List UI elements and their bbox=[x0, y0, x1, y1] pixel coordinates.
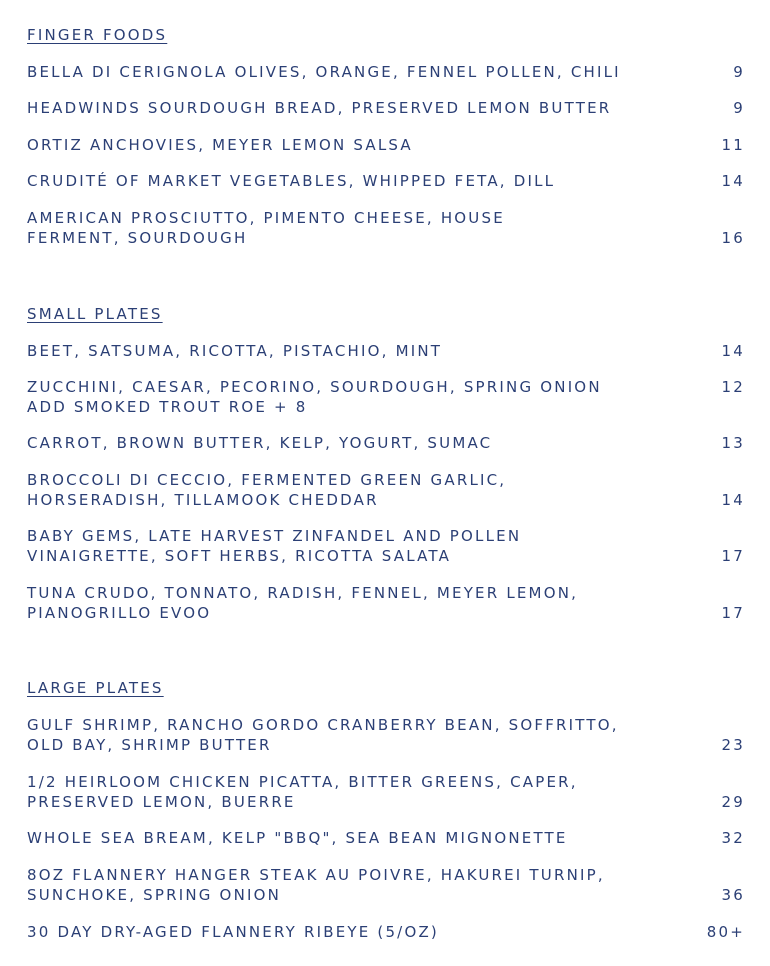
item-price: 12 bbox=[721, 378, 745, 396]
item-name: ZUCCHINI, CAESAR, PECORINO, SOURDOUGH, SPRING ONION ADD SMOKED TROUT ROE + 8 bbox=[27, 378, 602, 416]
item-price: 17 bbox=[721, 547, 745, 565]
item-price: 9 bbox=[733, 63, 745, 81]
menu-item bbox=[27, 922, 745, 942]
item-name: BEET, SATSUMA, RICOTTA, PISTACHIO, MINT bbox=[27, 342, 443, 360]
item-name: CRUDITÉ OF MARKET VEGETABLES, WHIPPED FETA, DILL bbox=[27, 172, 556, 190]
menu-item bbox=[27, 470, 745, 510]
menu-item bbox=[27, 433, 745, 453]
item-name: BROCCOLI DI CECCIO, FERMENTED GREEN GARLIC, HORSERADISH, TILLAMOOK CHEDDAR bbox=[27, 471, 507, 509]
menu-item bbox=[27, 828, 745, 848]
item-price: 14 bbox=[721, 342, 745, 360]
item-name: HEADWINDS SOURDOUGH BREAD, PRESERVED LEMON BUTTER bbox=[27, 99, 612, 117]
menu-item bbox=[27, 98, 745, 118]
menu-item bbox=[27, 208, 745, 248]
menu-item bbox=[27, 772, 745, 812]
item-price: 17 bbox=[721, 604, 745, 622]
item-name: AMERICAN PROSCIUTTO, PIMENTO CHEESE, HOUSE FERMENT, SOURDOUGH bbox=[27, 209, 505, 247]
item-price: 9 bbox=[733, 99, 745, 117]
item-name: ORTIZ ANCHOVIES, MEYER LEMON SALSA bbox=[27, 136, 413, 154]
item-name: WHOLE SEA BREAM, KELP "BBQ", SEA BEAN MIGNONETTE bbox=[27, 829, 568, 847]
section-title-finger-foods: FINGER FOODS bbox=[27, 26, 168, 44]
item-price: 11 bbox=[721, 136, 745, 154]
item-price: 13 bbox=[721, 434, 745, 452]
item-price: 16 bbox=[721, 229, 745, 247]
menu-item bbox=[27, 865, 745, 905]
menu-item bbox=[27, 377, 745, 417]
menu-item bbox=[27, 341, 745, 361]
item-name: CARROT, BROWN BUTTER, KELP, YOGURT, SUMAC bbox=[27, 434, 493, 452]
item-price: 23 bbox=[721, 736, 745, 754]
menu-item bbox=[27, 135, 745, 155]
item-price: 32 bbox=[721, 829, 745, 847]
menu-item bbox=[27, 526, 745, 566]
item-price: 14 bbox=[721, 491, 745, 509]
menu-item bbox=[27, 583, 745, 623]
item-name: 30 DAY DRY-AGED FLANNERY RIBEYE (5/OZ) bbox=[27, 923, 439, 941]
item-name: BABY GEMS, LATE HARVEST ZINFANDEL AND POLLEN VINAIGRETTE, SOFT HERBS, RICOTTA SALATA bbox=[27, 527, 522, 565]
item-name: BELLA DI CERIGNOLA OLIVES, ORANGE, FENNEL POLLEN, CHILI bbox=[27, 63, 621, 81]
menu-item bbox=[27, 171, 745, 191]
menu-item bbox=[27, 715, 745, 755]
section-title-small-plates: SMALL PLATES bbox=[27, 305, 163, 323]
menu-item bbox=[27, 62, 745, 82]
item-name: TUNA CRUDO, TONNATO, RADISH, FENNEL, MEYER LEMON, PIANOGRILLO EVOO bbox=[27, 584, 579, 622]
item-price: 36 bbox=[721, 886, 745, 904]
item-name: GULF SHRIMP, RANCHO GORDO CRANBERRY BEAN, SOFFRITTO, OLD BAY, SHRIMP BUTTER bbox=[27, 716, 619, 754]
section-title-large-plates: LARGE PLATES bbox=[27, 679, 164, 697]
item-price: 29 bbox=[721, 793, 745, 811]
item-name: 8OZ FLANNERY HANGER STEAK AU POIVRE, HAKUREI TURNIP, SUNCHOKE, SPRING ONION bbox=[27, 866, 605, 904]
item-name: 1/2 HEIRLOOM CHICKEN PICATTA, BITTER GREENS, CAPER, PRESERVED LEMON, BUERRE bbox=[27, 773, 578, 811]
item-price: 80+ bbox=[706, 923, 745, 941]
item-price: 14 bbox=[721, 172, 745, 190]
